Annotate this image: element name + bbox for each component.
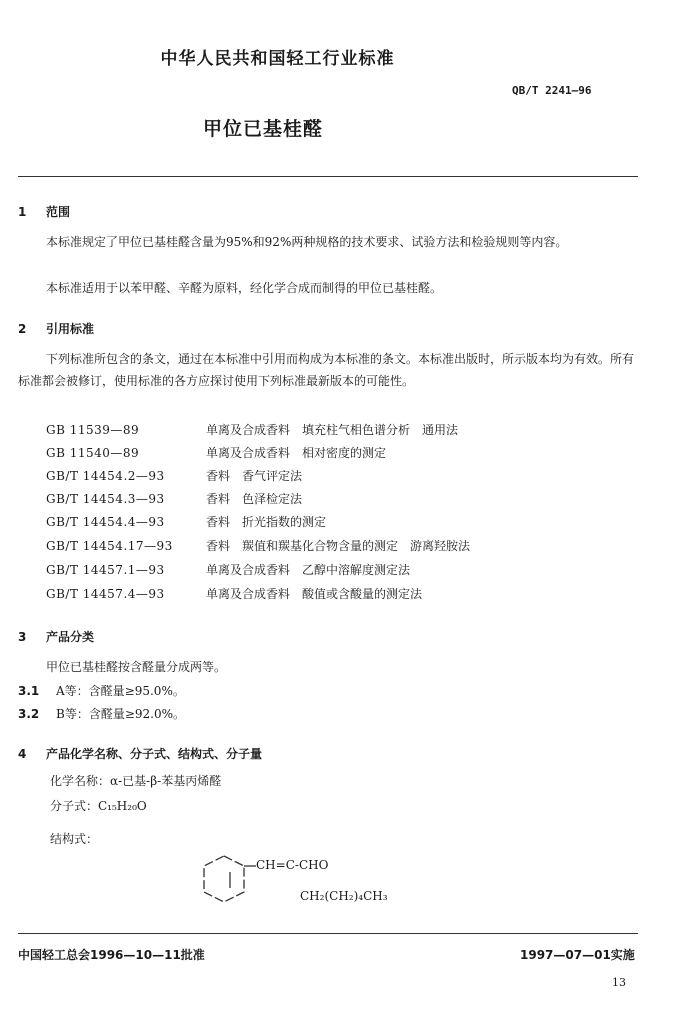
document-title: 甲位已基桂醛 [203,118,324,140]
chemical-name: 化学名称：α-已基-β-苯基丙烯醛 [50,774,222,788]
section-1-paragraph-2: 本标准适用于以苯甲醛、辛醛为原料，经化学合成而制得的甲位已基桂醛。 [46,281,443,295]
structure-side-chain: CH₂(CH₂)₄CH₃ [300,889,388,903]
section-number: 2 [18,322,27,336]
reference-code: GB/T 14454.2—93 [46,469,165,483]
reference-code: GB/T 14457.1—93 [46,563,165,577]
reference-name: 香料 折光指数的测定 [206,515,327,529]
reference-name: 单离及合成香料 填充柱气相色谱分析 通用法 [206,423,459,437]
reference-item [46,585,422,602]
section-2-paragraph: 下列标准所包含的条文，通过在本标准中引用而构成为本标准的条文。本标准出版时，所示版本均为有效。所有标准都会被修订，使用标准的各方应探讨使用下列标准最新版本的可能性。 [18,352,635,388]
reference-code: GB 11540—89 [46,446,140,460]
molecular-formula: 分子式：C₁₅H₂₀O [50,799,147,813]
section-title: 产品分类 [46,630,95,644]
reference-name: 单离及合成香料 相对密度的测定 [206,446,387,460]
reference-item [46,490,302,507]
reference-code: GB/T 14454.4—93 [46,515,165,529]
section-title: 产品化学名称、分子式、结构式、分子量 [46,747,263,761]
section-number: 3 [18,630,27,644]
implementation-date: 1997—07—01实施 [520,948,635,962]
reference-code: GB 11539—89 [46,423,140,437]
section-1-heading [18,203,70,220]
footer-divider [18,933,638,934]
structure-main-chain: CH=C-CHO [256,858,329,872]
subsection-number: 3.2 [18,707,40,721]
section-number: 4 [18,747,27,761]
reference-item [46,561,410,578]
issuing-organization: 中华人民共和国轻工行业标准 [160,49,395,69]
reference-code: GB/T 14457.4—93 [46,587,165,601]
reference-name: 香料 羰值和羰基化合物含量的测定 游离羟胺法 [206,539,471,553]
reference-name: 单离及合成香料 酸值或含酸量的测定法 [206,587,423,601]
reference-item [46,537,470,554]
section-4-heading [18,745,262,762]
header-divider [18,176,638,177]
subsection-text: A等：含醛量≥95.0%。 [56,684,185,698]
structure-label: 结构式： [50,832,99,846]
reference-item [46,444,386,461]
reference-item [46,513,326,530]
reference-name: 单离及合成香料 乙醇中溶解度测定法 [206,563,411,577]
reference-item [46,421,458,438]
subsection-item [18,682,185,699]
section-number: 1 [18,205,27,219]
subsection-item [18,705,185,722]
benzene-ring-drawing [200,852,260,912]
section-title: 引用标准 [46,322,95,336]
reference-code: GB/T 14454.3—93 [46,492,165,506]
section-3-heading [18,628,94,645]
standard-code: QB/T 2241—96 [512,84,592,97]
reference-name: 香料 色泽检定法 [206,492,303,506]
reference-item [46,467,302,484]
subsection-text: B等：含醛量≥92.0%。 [56,707,185,721]
reference-code: GB/T 14454.17—93 [46,539,173,553]
page-number: 13 [612,976,626,989]
section-2-heading [18,320,94,337]
reference-name: 香料 香气评定法 [206,469,303,483]
subsection-number: 3.1 [18,684,40,698]
section-title: 范围 [46,205,71,219]
approval-note: 中国轻工总会1996—10—11批准 [18,948,205,962]
section-3-paragraph: 甲位已基桂醛按含醛量分成两等。 [46,660,227,674]
section-1-paragraph-1: 本标准规定了甲位已基桂醛含量为95%和92%两种规格的技术要求、试验方法和检验规则等内容。 [46,235,568,249]
